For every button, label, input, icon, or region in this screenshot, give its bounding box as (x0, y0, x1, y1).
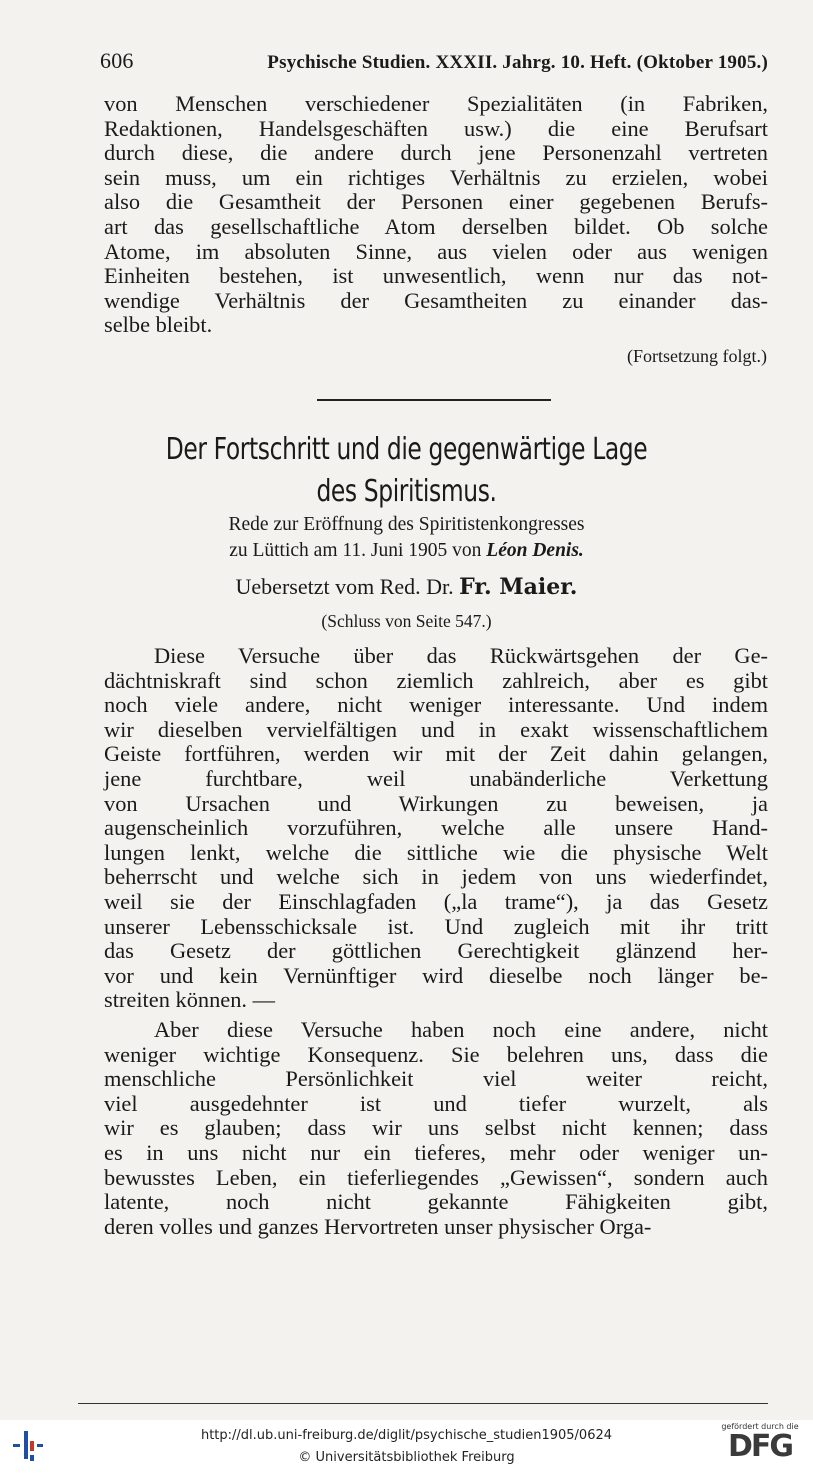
author-name: Léon Denis. (486, 540, 584, 561)
article-title-line-2: des Spiritismus. (316, 474, 497, 509)
text-line: von Ursachen und Wirkungen zu beweisen, ja (104, 790, 768, 816)
continuation-note: (Fortsetzung folgt.) (627, 346, 767, 366)
text-line: Redaktionen, Handelsgeschäften usw.) die eine Berufsart (104, 115, 768, 141)
text-line: selbe bleibt. (104, 312, 213, 338)
article-title-line-1: Der Fortschritt und die gegenwärtige Lage (165, 432, 648, 467)
text-line: noch viele andere, nicht weniger interessante. Und indem (104, 692, 768, 718)
text-line: Einheiten bestehen, ist unwesentlich, wenn nur das not- (104, 263, 768, 289)
running-title: Psychische Studien. XXXII. Jahrg. 10. Heft. (Oktober 1905.) (267, 52, 768, 73)
text-line: durch diese, die andere durch jene Personenzahl vertreten (104, 140, 768, 166)
text-line: augenscheinlich vorzuführen, welche alle unsere Hand- (104, 815, 768, 841)
text-line: Geiste fortführen, werden wir mit der Zeit dahin gelangen, (104, 741, 768, 767)
text-line: streiten können. — (104, 987, 276, 1013)
text-line: menschliche Persönlichkeit viel weiter reicht, (104, 1066, 768, 1092)
dfg-mark: DFG (727, 1429, 793, 1464)
dfg-logo (715, 1422, 805, 1470)
article-paragraph-2 (104, 1018, 768, 1239)
text-line: Atome, im absoluten Sinne, aus vielen oder aus wenigen (104, 238, 768, 264)
text-line: bewusstes Leben, ein tieferliegendes „Gewissen“, sondern auch (104, 1164, 768, 1190)
source-url-link[interactable]: http://dl.ub.uni-freiburg.de/diglit/psychische_studien1905/0624 (200, 1428, 613, 1443)
text-line: weil sie der Einschlagfaden („la trame“), ja das Gesetz (104, 888, 768, 914)
text-line: beherrscht und welche sich in jedem von uns wiederfindet, (104, 864, 768, 890)
text-line: vor und kein Vernünftiger wird dieselbe noch länger be- (104, 962, 768, 988)
text-line: weniger wichtige Konsequenz. Sie belehren uns, dass die (104, 1041, 768, 1067)
running-header (100, 48, 768, 74)
text-line: wir es glauben; dass wir uns selbst nicht kennen; dass (104, 1115, 768, 1141)
text-line: latente, noch nicht gekannte Fähigkeiten gibt, (104, 1189, 768, 1215)
text-line: also die Gesamtheit der Personen einer gegebenen Berufs- (104, 189, 768, 215)
text-line: unserer Lebensschicksale ist. Und zugleich mit ihr tritt (104, 913, 768, 939)
text-line: Aber diese Versuche haben noch eine andere, nicht (154, 1017, 768, 1042)
text-line: viel ausgedehnter ist und tiefer wurzelt, als (104, 1090, 768, 1116)
translator-line (0, 574, 813, 600)
translator-prefix: Uebersetzt vom Red. Dr. (235, 574, 454, 599)
translator-name: Fr. Maier. (459, 574, 578, 600)
text-line: Diese Versuche über das Rückwärtsgehen der Ge- (154, 643, 768, 668)
copyright-notice: © Universitätsbibliothek Freiburg (298, 1450, 515, 1465)
text-line: sein muss, um ein richtiges Verhältnis zu erzielen, wobei (104, 164, 768, 190)
text-line: dächtniskraft sind schon ziemlich zahlreich, aber es gibt (104, 667, 768, 693)
text-line: art das gesellschaftliche Atom derselben bildet. Ob solche (104, 213, 768, 239)
digitization-footer (0, 1420, 813, 1473)
text-line: wendige Verhältnis der Gesamtheiten zu einander das- (104, 287, 768, 313)
previous-article-text (104, 92, 768, 338)
text-line: von Menschen verschiedener Spezialitäten (in Fabriken, (104, 91, 768, 116)
page-bottom-rule (78, 1403, 768, 1404)
article-subtitle-line-1: Rede zur Eröffnung des Spiritistenkongresses (228, 514, 585, 535)
text-line: es in uns nicht nur ein tieferes, mehr oder weniger un- (104, 1139, 768, 1165)
page-number: 606 (100, 48, 134, 73)
text-line: lungen lenkt, welche die sittliche wie die physische Welt (104, 839, 768, 865)
conclusion-note: (Schluss von Seite 547.) (321, 611, 492, 631)
text-line: das Gesetz der göttlichen Gerechtigkeit glänzend her- (104, 938, 768, 964)
section-divider (317, 399, 551, 401)
subtitle-prefix: zu Lüttich am 11. Juni 1905 von (229, 540, 482, 561)
text-line: wir dieselben vervielfältigen und in exakt wissenschaftlichem (104, 716, 768, 742)
article-paragraph-1 (104, 644, 768, 1013)
text-line: deren volles und ganzes Hervortreten unser physischer Orga- (104, 1213, 652, 1239)
dfg-caption: gefördert durch die (721, 1422, 799, 1431)
article-subtitle-line-2 (0, 540, 813, 562)
text-line: jene furchtbare, weil unabänderliche Verkettung (104, 765, 768, 791)
